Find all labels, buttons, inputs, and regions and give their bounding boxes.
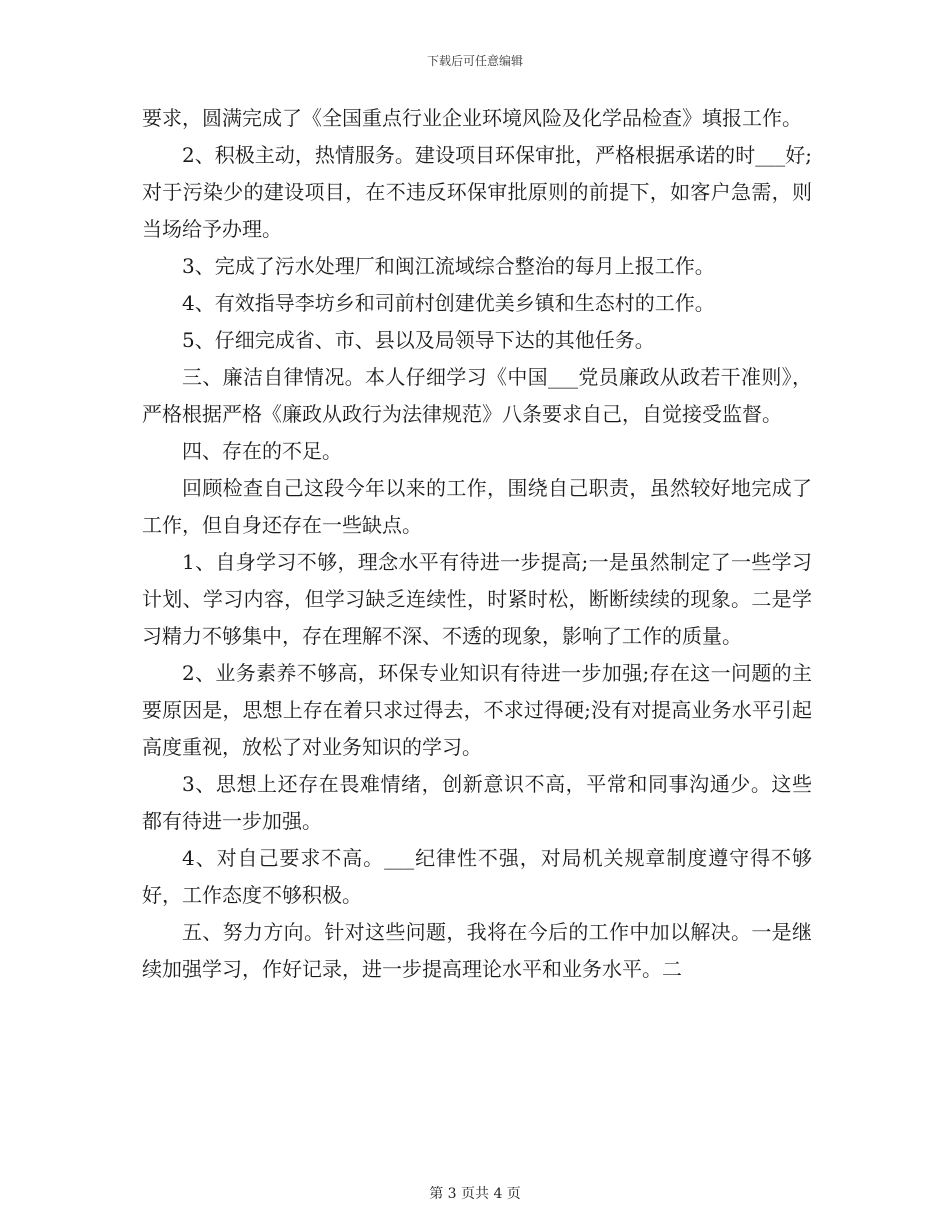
page-header: 下载后可任意编辑 [426,54,523,68]
paragraph-9: 1、自身学习不够，理念水平有待进一步提高;一是虽然制定了一些学习计划、学习内容，但学习缺乏连续性，时紧时松，断断续续的现象。二是学习精力不够集中，存在理解不深、不透的现象，影响了工作的质量。 [142,550,812,648]
paragraph-10: 2、业务素养不够高，环保专业知识有待进一步加强;存在这一问题的主要原因是，思想上存在着只求过得去，不求过得硬;没有对提高业务水平引起高度重视，放松了对业务知识的学习。 [142,661,812,759]
paragraph-7: 四、存在的不足。 [182,439,342,463]
paragraph-11: 3、思想上还存在畏难情绪，创新意识不高，平常和同事沟通少。这些都有待进一步加强。 [142,772,812,833]
paragraph-6: 三、廉洁自律情况。本人仔细学习《中国___党员廉政从政若干准则》，严格根据严格《廉政从政行为法律规范》八条要求自己，自觉接受监督。 [142,365,812,426]
page-footer: 第 3 页共 4 页 [429,1186,521,1202]
paragraph-3: 3、完成了污水处理厂和闽江流域综合整治的每月上报工作。 [182,254,715,278]
paragraph-2: 2、积极主动，热情服务。建设项目环保审批，严格根据承诺的时___好;对于污染少的建设项目，在不违反环保审批原则的前提下，如客户急需，则当场给予办理。 [142,143,812,241]
paragraph-5: 5、仔细完成省、市、县以及局领导下达的其他任务。 [182,328,655,352]
paragraph-13: 五、努力方向。针对这些问题，我将在今后的工作中加以解决。一是继续加强学习，作好记录，进一步提高理论水平和业务水平。二 [142,920,812,981]
paragraph-12: 4、对自己要求不高。___纪律性不强，对局机关规章制度遵守得不够好，工作态度不够积极。 [142,846,812,907]
paragraph-8: 回顾检查自己这段今年以来的工作，围绕自己职责，虽然较好地完成了工作，但自身还存在一些缺点。 [142,476,812,537]
paragraph-4: 4、有效指导李坊乡和司前村创建优美乡镇和生态村的工作。 [182,291,715,315]
paragraph-1: 要求，圆满完成了《全国重点行业企业环境风险及化学品检查》填报工作。 [142,106,802,130]
document-body [142,100,812,988]
